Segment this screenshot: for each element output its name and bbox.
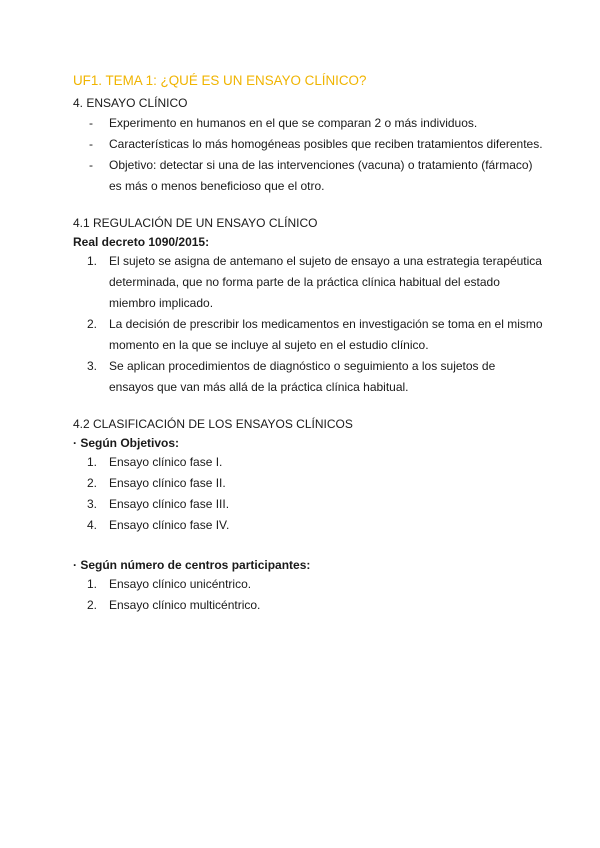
- number-marker: 2.: [87, 476, 98, 490]
- document-title: UF1. TEMA 1: ¿QUÉ ES UN ENSAYO CLÍNICO?: [73, 73, 367, 88]
- section-4-bullet-list: [73, 113, 543, 197]
- number-marker: 3.: [87, 497, 98, 511]
- list-item: 1. Ensayo clínico unicéntrico.: [73, 574, 543, 595]
- section-4-1-heading: 4.1 REGULACIÓN DE UN ENSAYO CLÍNICO: [73, 216, 318, 230]
- dash-marker: -: [89, 116, 93, 130]
- dash-marker: -: [89, 158, 93, 172]
- list-item: - Experimento en humanos en el que se comparan 2 o más individuos.: [73, 113, 543, 134]
- dash-marker: -: [89, 137, 93, 151]
- list-item: 3. Se aplican procedimientos de diagnóstico o seguimiento a los sujetos de ensayos que van más allá de la práctica clínica habitual.: [73, 356, 543, 398]
- section-4-1-numbered-list: [73, 251, 543, 398]
- objectives-numbered-list: [73, 452, 543, 536]
- list-item: 1. El sujeto se asigna de antemano el sujeto de ensayo a una estrategia terapéutica determinada, que no forma parte de la práctica clínica habitual del estado miembro implicado.: [73, 251, 543, 314]
- document-page: [73, 72, 543, 616]
- list-item: 2. La decisión de prescribir los medicamentos en investigación se toma en el mismo momento en la que se incluye al sujeto en el estudio clínico.: [73, 314, 543, 356]
- list-item: 1. Ensayo clínico fase I.: [73, 452, 543, 473]
- number-marker: 1.: [87, 577, 98, 591]
- list-item: 3. Ensayo clínico fase III.: [73, 494, 543, 515]
- number-marker: 2.: [87, 317, 98, 331]
- list-item: 2. Ensayo clínico multicéntrico.: [73, 595, 543, 616]
- section-4-1-subheading: Real decreto 1090/2015:: [73, 235, 210, 249]
- list-item: - Características lo más homogéneas posibles que reciben tratamientos diferentes.: [73, 134, 543, 155]
- section-4-2-heading: 4.2 CLASIFICACIÓN DE LOS ENSAYOS CLÍNICOS: [73, 417, 353, 431]
- list-item: - Objetivo: detectar si una de las intervenciones (vacuna) o tratamiento (fármaco) es más o menos beneficioso que el otro.: [73, 155, 543, 197]
- number-marker: 1.: [87, 254, 98, 268]
- number-marker: 2.: [87, 598, 98, 612]
- centers-subheading: · Según número de centros participantes:: [73, 558, 311, 572]
- list-item: 2. Ensayo clínico fase II.: [73, 473, 543, 494]
- objectives-subheading: · Según Objetivos:: [73, 436, 180, 450]
- centers-numbered-list: [73, 574, 543, 616]
- number-marker: 4.: [87, 518, 98, 532]
- number-marker: 1.: [87, 455, 98, 469]
- list-item: 4. Ensayo clínico fase IV.: [73, 515, 543, 536]
- section-4-heading: 4. ENSAYO CLÍNICO: [73, 96, 188, 110]
- number-marker: 3.: [87, 359, 98, 373]
